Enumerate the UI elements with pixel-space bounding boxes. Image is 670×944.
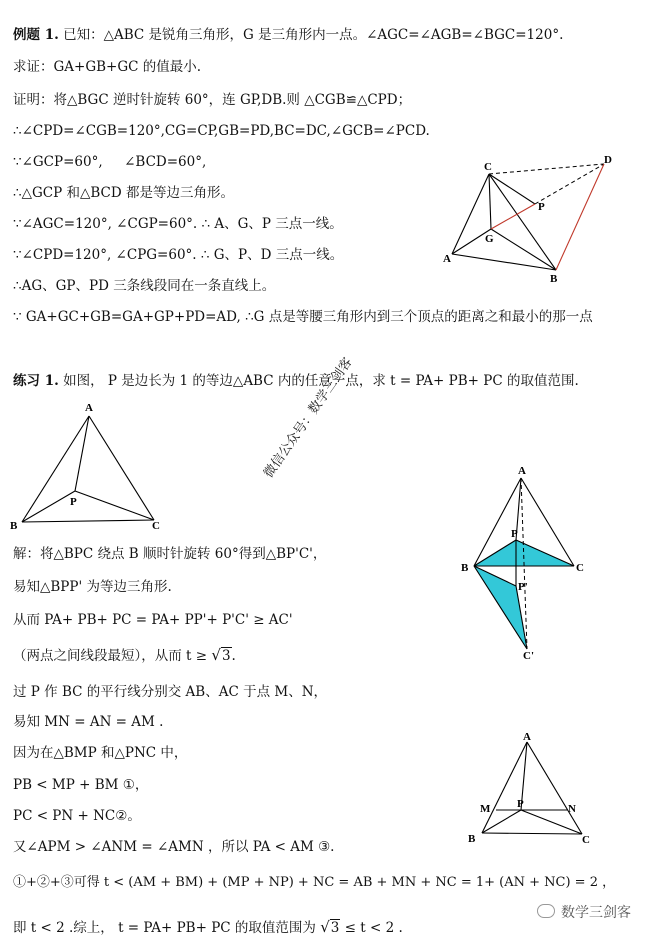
label-B: B: [10, 520, 18, 532]
solution-line: 从而 PA+ PB+ PC = PA+ PP'+ P'C' ≥ AC': [13, 612, 293, 628]
solution-line: PB < MP + BM ①，: [13, 777, 149, 793]
solution-line: 解：将△BPC 绕点 B 顺时针旋转 60°得到△BP'C'，: [13, 546, 327, 562]
watermark: 微信公众号：数学三剑客: [261, 355, 356, 481]
label-A: A: [518, 465, 526, 477]
label-B: B: [468, 833, 476, 845]
solution-line: 过 P 作 BC 的平行线分别交 AB、AC 于点 M、N，: [13, 684, 328, 700]
exercise-label: 练习 1.: [13, 373, 59, 389]
solution-line: （两点之间线段最短），从而 t ≥ √3.: [13, 646, 236, 664]
sqrt-three: √3: [211, 646, 231, 664]
label-B: B: [461, 562, 469, 574]
label-A: A: [443, 253, 451, 265]
label-C: C: [152, 520, 160, 532]
exercise-figure-2: [455, 462, 595, 662]
example-figure: [436, 150, 616, 285]
label-N: N: [568, 803, 576, 815]
solution-line: 即 t < 2 .综上， t = PA+ PB+ PC 的取值范围为 √3 ≤ t < 2 .: [13, 918, 403, 936]
label-C-prime: C': [523, 650, 534, 662]
solution-line: 易知△BPP' 为等边三角形.: [13, 579, 172, 595]
solution-line: 又∠APM > ∠ANM = ∠AMN ，所以 PA < AM ③.: [13, 839, 335, 855]
proof-line: ∵∠GCP=60°, ∠BCD=60°,: [13, 154, 207, 170]
exercise-figure-1: [6, 398, 176, 538]
label-A: A: [523, 731, 531, 743]
label-D: D: [604, 154, 612, 166]
label-G: G: [485, 233, 494, 245]
solution-line: 易知 MN = AN = AM .: [13, 714, 164, 730]
proof-line: ∴∠CPD=∠CGB=120°,CG=CP,GB=PD,BC=DC,∠GCB=∠PCD.: [13, 123, 430, 139]
exercise-statement: 练习 1. 如图， P 是边长为 1 的等边△ABC 内的任意一点，求 t = PA+ PB+ PC 的取值范围.: [13, 373, 579, 389]
proof-line: 证明：将△BGC 逆时针旋转 60°，连 GP,DB.则 △CGB≌△CPD；: [13, 92, 412, 108]
label-B: B: [550, 273, 558, 285]
proof-line: ∵∠CPD=120°, ∠CPG=60°. ∴ G、P、D 三点一线。: [13, 247, 344, 263]
sqrt-three: √3: [320, 918, 340, 936]
label-C: C: [576, 562, 584, 574]
account-logo: 数学三剑客: [537, 902, 631, 922]
wechat-icon: [537, 904, 555, 918]
example-prove: 求证：GA+GB+GC 的值最小.: [13, 59, 202, 75]
proof-line: ∴△GCP 和△BCD 都是等边三角形。: [13, 185, 234, 201]
exercise-figure-3: [460, 730, 600, 855]
example-label: 例题 1.: [13, 27, 59, 43]
proof-line: ∵ GA+GC+GB=GA+GP+PD=AD, ∴G 点是等腰三角形内到三个顶点的距离之和最小的那一点: [13, 309, 593, 325]
label-P: P: [70, 496, 77, 508]
solution-line: 因为在△BMP 和△PNC 中，: [13, 745, 188, 761]
example-statement: 例题 1. 已知：△ABC 是锐角三角形，G 是三角形内一点。∠AGC=∠AGB=∠BGC=120°.: [13, 27, 564, 43]
label-P: P: [511, 528, 518, 540]
label-P: P: [538, 201, 545, 213]
proof-line: ∵∠AGC=120°, ∠CGP=60°. ∴ A、G、P 三点一线。: [13, 216, 343, 232]
label-P-prime: P': [518, 581, 528, 593]
label-C: C: [484, 161, 492, 173]
label-P: P: [517, 798, 524, 810]
solution-line: ①+②+③可得 t < (AM + BM) + (MP + NP) + NC = AB + MN + NC = 1+ (AN + NC) = 2 ，: [13, 875, 616, 890]
solution-line: PC < PN + NC②。: [13, 808, 141, 824]
label-C: C: [582, 834, 590, 846]
label-A: A: [85, 402, 93, 414]
label-M: M: [480, 803, 491, 815]
proof-line: ∴AG、GP、PD 三条线段同在一条直线上。: [13, 278, 276, 294]
